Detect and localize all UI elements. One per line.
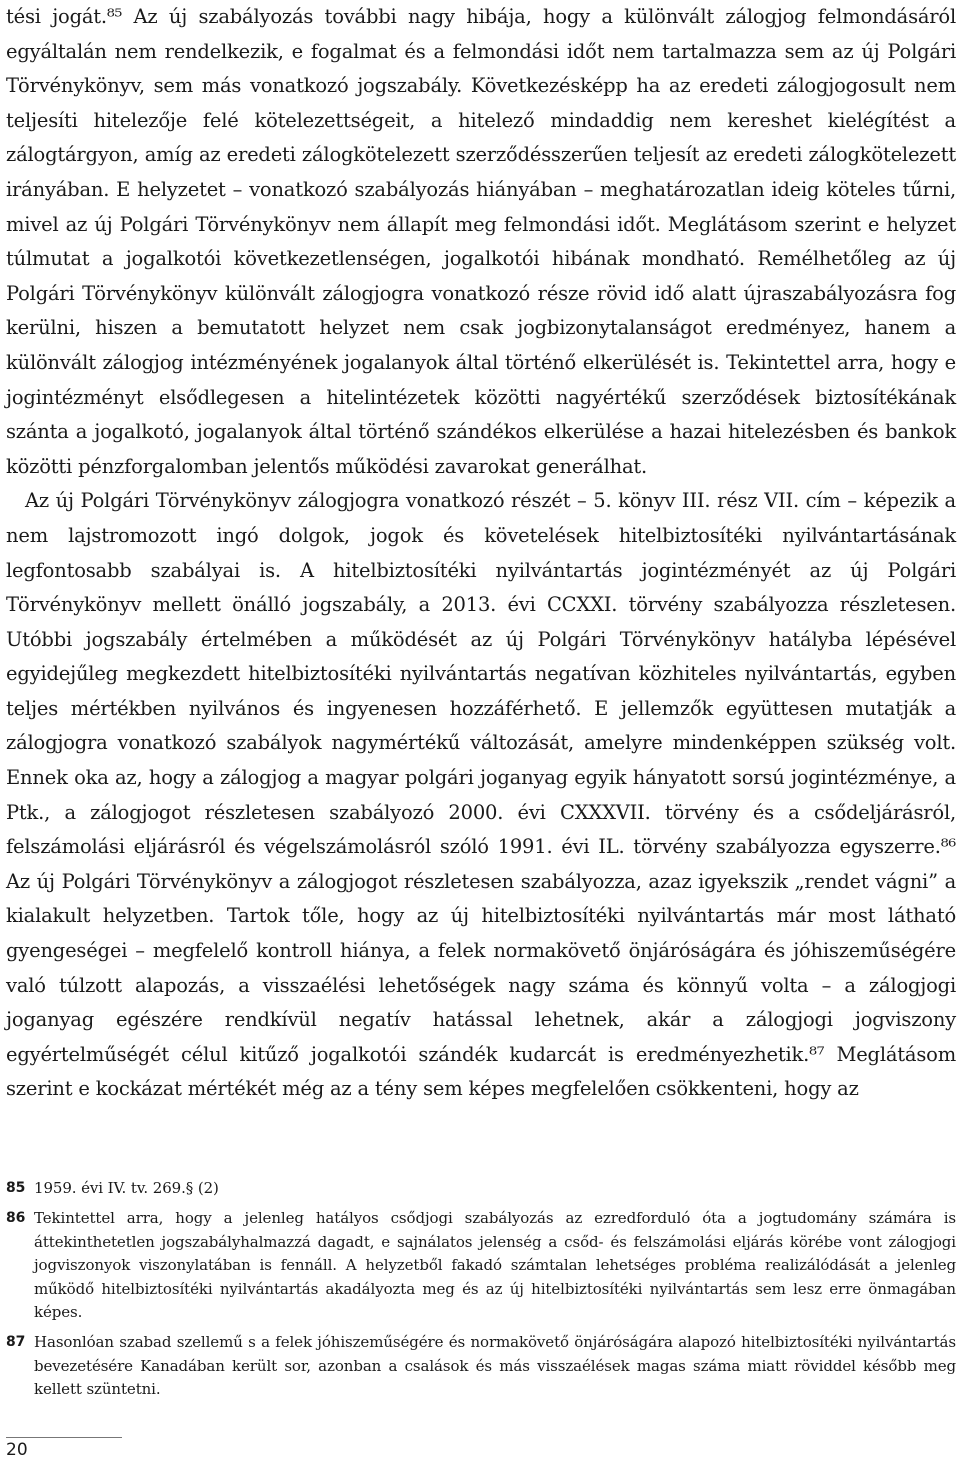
footnote-number: 85 [6,1180,26,1196]
page-number-rule [6,1437,122,1438]
document-page [6,0,956,1460]
footnote-text: 1959. évi IV. tv. 269.§ (2) [34,1179,219,1197]
footnote-87 [6,1331,956,1401]
footnotes [6,1177,956,1409]
footnote-number: 87 [6,1334,26,1351]
footnote-86 [6,1207,956,1324]
footnote-85 [6,1177,956,1200]
page-number: 20 [6,1440,28,1460]
body-text [6,0,956,1107]
footnote-number: 86 [6,1210,26,1227]
paragraph-2: Az új Polgári Törvénykönyv zálogjogra vonatkozó részét – 5. könyv III. rész VII. cím – képezik a nem lajstromozott ingó dolgok, jogok és követelések hitelbiztosítéki nyilvántartásának legfontosabb szabályai is. A hitelbiztosítéki nyilvántartás jogintézményét az új Polgári Törvénykönyv mellett önálló jogszabály, a 2013. évi CCXXI. törvény szabályozza részletesen. Utóbbi jogszabály értelmében a működését az új Polgári Törvénykönyv hatályba lépésével egyidejűleg megkezdett hitelbiztosítéki nyilvántartás negatívan közhiteles nyilvántartás, egyben teljes mértékben nyilvános és ingyenesen hozzáférhető. E jellemzők együttesen mutatják a zálogjogra vonatkozó szabályok nagymértékű változását, amelyre mindenképpen szükség volt. Ennek oka az, hogy a zálogjog a magyar polgári joganyag egyik hányatott sorsú jogintézménye, a Ptk., a zálogjogot részletesen szabályozó 2000. évi CXXXVII. törvény és a csődeljárásról, felszámolási eljárásról és végelszámolásról szóló 1991. évi IL. törvény szabályozza egyszerre.⁸⁶ Az új Polgári Törvénykönyv a zálogjogot részletesen szabályozza, azaz igyekszik „rendet vágni” a kialakult helyzetben. Tartok tőle, hogy az új hitelbiztosítéki nyilvántartás már most látható gyengeségei – megfelelő kontroll hiánya, a felek normakövető önjáróságára és jóhiszeműségére való túlzott alapozás, a visszaélési lehetőségek nagy száma és könnyű volta – a zálogjogi joganyag egészére rendkívül negatív hatással lehetnek, akár a zálogjogi jogviszony egyértelműségét célul kitűző jogalkotói szándék kudarcát is eredményezhetik.⁸⁷ Meglátásom szerint e kockázat mértékét még az a tény sem képes megfelelően csökkenteni, hogy az [6,489,956,1101]
footnote-text: Tekintettel arra, hogy a jelenleg hatályos csődjogi szabályozás az ezredforduló óta a jogtudomány számára is áttekinthetetlen jogszabályhalmazzá dagadt, e sajnálatos jelenség a csőd- és felszámolási eljárás körébe vont zálogjogi jogviszonyok viszonylatában is fennáll. A helyzetből fakadó számtalan lehetséges probléma realizálódását a jelenleg működő hitelbiztosítéki nyilvántartás akadályozta meg és az új hitelbiztosítéki nyilvántartás sem lesz erre önmagában képes. [34,1209,956,1322]
footnote-text: Hasonlóan szabad szellemű s a felek jóhiszeműségére és normakövető önjáróságára alapozó hitelbiztosítéki nyilvántartás bevezetésére Kanadában került sor, azonban a csalások és más visszaélések magas száma miatt röviddel később meg kellett szüntetni. [34,1333,956,1399]
paragraph-1: tési jogát.⁸⁵ Az új szabályozás további nagy hibája, hogy a különvált zálogjog felmondásáról egyáltalán nem rendelkezik, e fogalmat és a felmondási időt nem tartalmazza sem az új Polgári Törvénykönyv, sem más vonatkozó jogszabály. Következésképp ha az eredeti zálogjogosult nem teljesíti hitelezője felé kötelezettségeit, a hitelező mindaddig nem kereshet kielégítést a zálogtárgyon, amíg az eredeti zálogkötelezett szerződésszerűen teljesít az eredeti zálogkötelezett irányában. E helyzetet – vonatkozó szabályozás hiányában – meghatározatlan ideig köteles tűrni, mivel az új Polgári Törvénykönyv nem állapít meg felmondási időt. Meglátásom szerint e helyzet túlmutat a jogalkotói következetlenségen, jogalkotói hibának mondható. Remélhetőleg az új Polgári Törvénykönyv különvált zálogjogra vonatkozó része rövid idő alatt újraszabályozásra fog kerülni, hiszen a bemutatott helyzet nem csak jogbizonytalanságot eredményez, hanem a különvált zálogjog intézményének jogalanyok által történő elkerülését is. Tekintettel arra, hogy e jogintézményt elsődlegesen a hitelintézetek közötti nagyértékű szerződések biztosítékának szánta a jogalkotó, jogalanyok által történő szándékos elkerülése a hazai hitelezésben és bankok közötti pénzforgalomban jelentős működési zavarokat generálhat. [6,5,956,478]
